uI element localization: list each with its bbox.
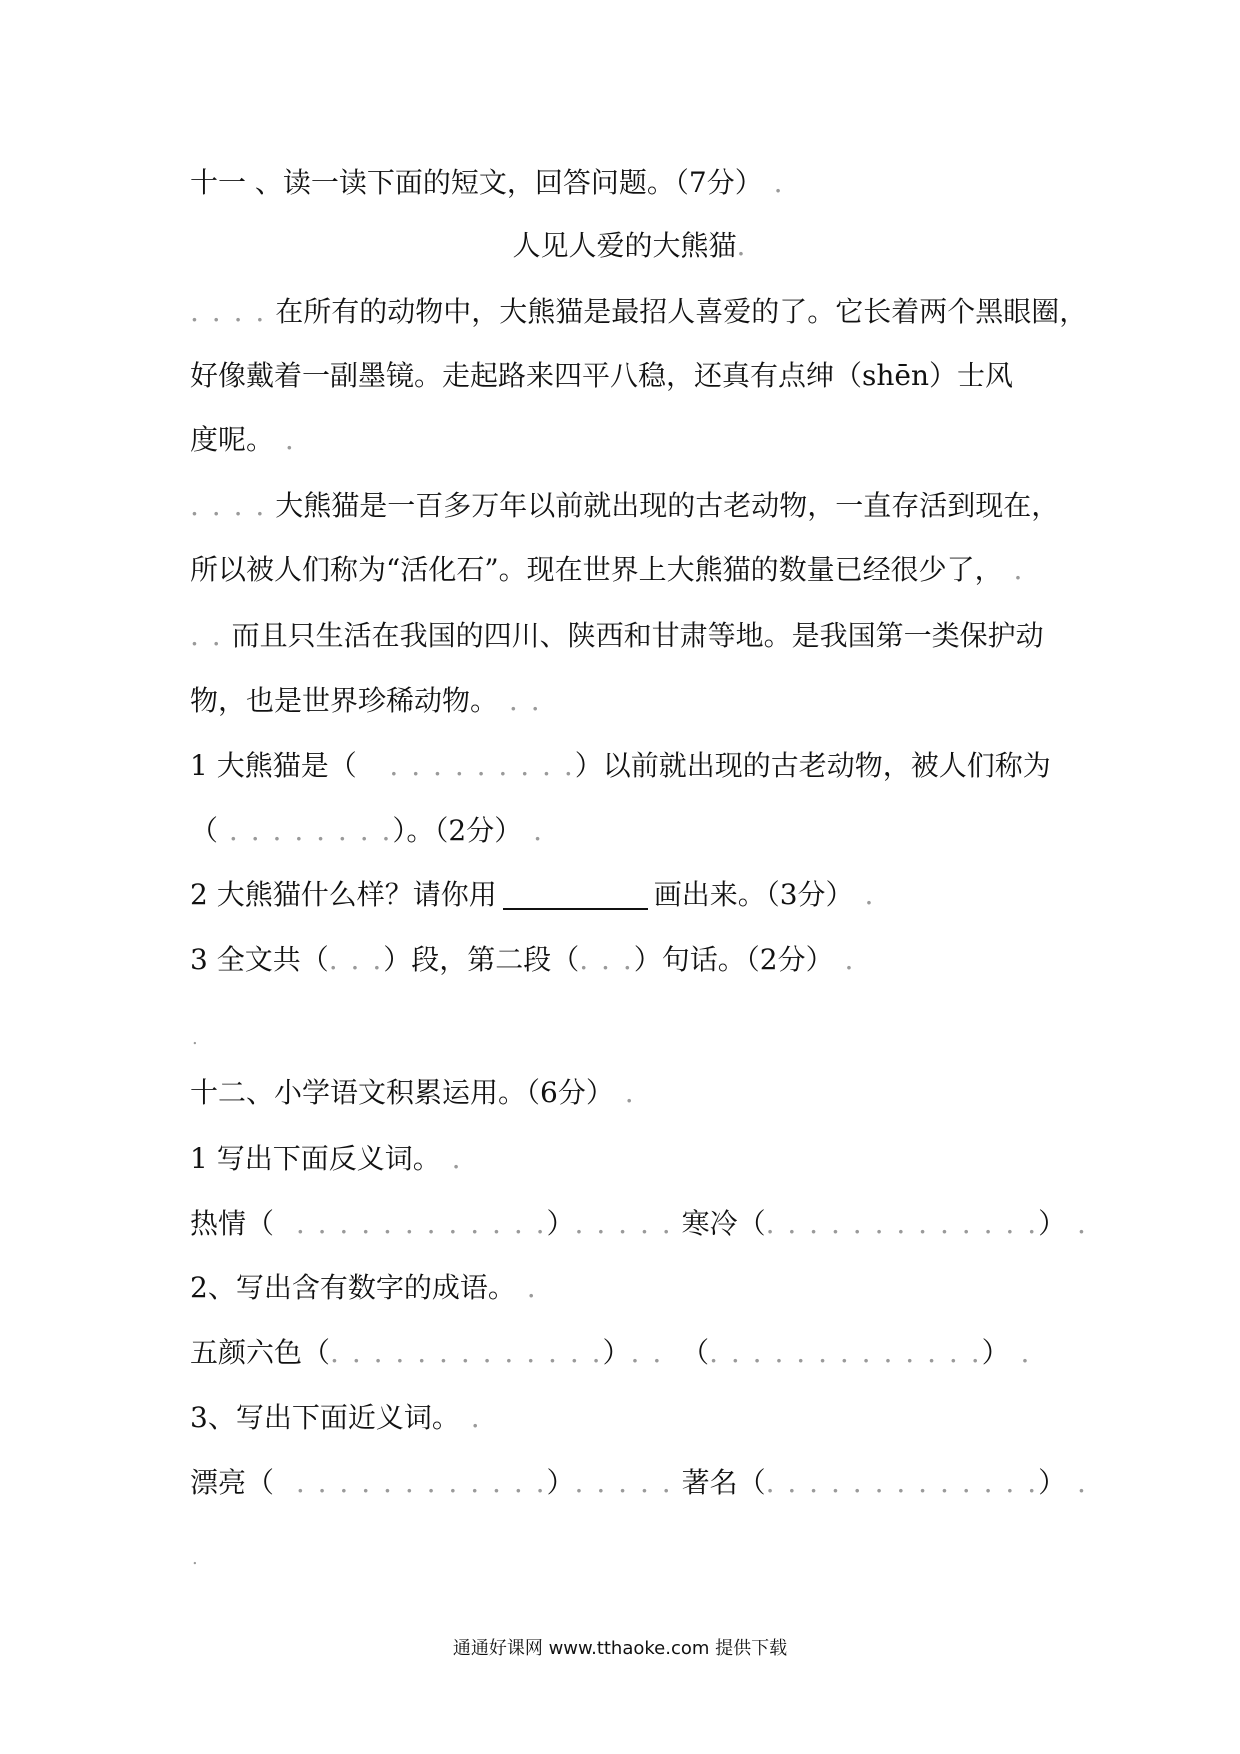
stray-dot: . [192,1548,198,1569]
paragraph-2-line-2: 所以被人们称为“活化石”。现在世界上大熊猫的数量已经很少了， . [190,553,1025,586]
answer-blank[interactable]: . . . [579,943,634,976]
answer-blank[interactable]: . . . . . . . . . . . . . [330,1336,603,1369]
paragraph-2-line-3: . . 而且只生活在我国的四川、陕西和甘肃等地。是我国第一类保护动 [190,619,1044,652]
sub-question-3-answers: 漂亮（ . . . . . . . . . . . .）. . . . . 著名（. . . . . . . . . . . . .） . [190,1466,1088,1499]
sub-question-2-answers: 五颜六色（. . . . . . . . . . . . .）. . （. . . . . . . . . . . . .） . [190,1336,1032,1369]
paragraph-1-line-2: 好像戴着一副墨镜。走起路来四平八稳，还真有点绅（shēn）士风 [190,359,1014,392]
paragraph-2-line-1: . . . . 大熊猫是一百多万年以前就出现的古老动物，一直存活到现在， [190,489,1060,522]
sub-question-1-answers: 热情（ . . . . . . . . . . . .）. . . . . 寒冷（. . . . . . . . . . . . .） . [190,1207,1088,1240]
answer-blank[interactable]: . . . . . . . . . [356,749,575,782]
section-12-heading: 十二、小学语文积累运用。（6分） . [190,1076,636,1109]
question-3: 3 全文共（. . .）段，第二段（. . .）句话。（2分） . [190,943,856,976]
answer-blank[interactable]: . . . [328,943,384,976]
stray-dot: . [192,1028,198,1049]
sub-question-2-label: 2、写出含有数字的成语。 . [190,1271,538,1304]
answer-blank[interactable]: . . . . . . . . . . . . [274,1207,547,1240]
paragraph-2-line-4: 物，也是世界珍稀动物。 . . [190,684,542,717]
answer-blank[interactable]: . . . . . . . . . . . . . [765,1466,1039,1499]
answer-blank[interactable]: . . . . . . . . . . . . . [709,1336,982,1369]
answer-blank[interactable]: . . . . . . . . . . . . [274,1466,547,1499]
question-1-line-1: 1 大熊猫是（ . . . . . . . . .）以前就出现的古老动物，被人们称为 [190,749,1051,782]
footer-source: 通通好课网 www.tthaoke.com 提供下载 [452,1638,788,1659]
sub-question-3-label: 3、写出下面近义词。 . [190,1401,482,1434]
section-11-heading: 十一 、读一读下面的短文，回答问题。（7分） . [190,166,785,199]
sub-question-1-label: 1 写出下面反义词。 . [190,1142,463,1175]
question-2: 2 大熊猫什么样？请你用 画出来。（3分） . [190,878,876,911]
paragraph-1-line-1: . . . . 在所有的动物中，大熊猫是最招人喜爱的了。它长着两个黑眼圈， [190,295,1088,328]
question-1-line-2: （ . . . . . . . .）。（2分） . [190,814,545,847]
answer-blank[interactable]: . . . . . . . . [218,814,393,847]
paragraph-1-line-3: 度呢。 . [190,423,296,456]
answer-underline[interactable] [503,908,648,910]
answer-blank[interactable]: . . . . . . . . . . . . . [765,1207,1039,1240]
passage-title: 人见人爱的大熊猫. [512,229,748,262]
